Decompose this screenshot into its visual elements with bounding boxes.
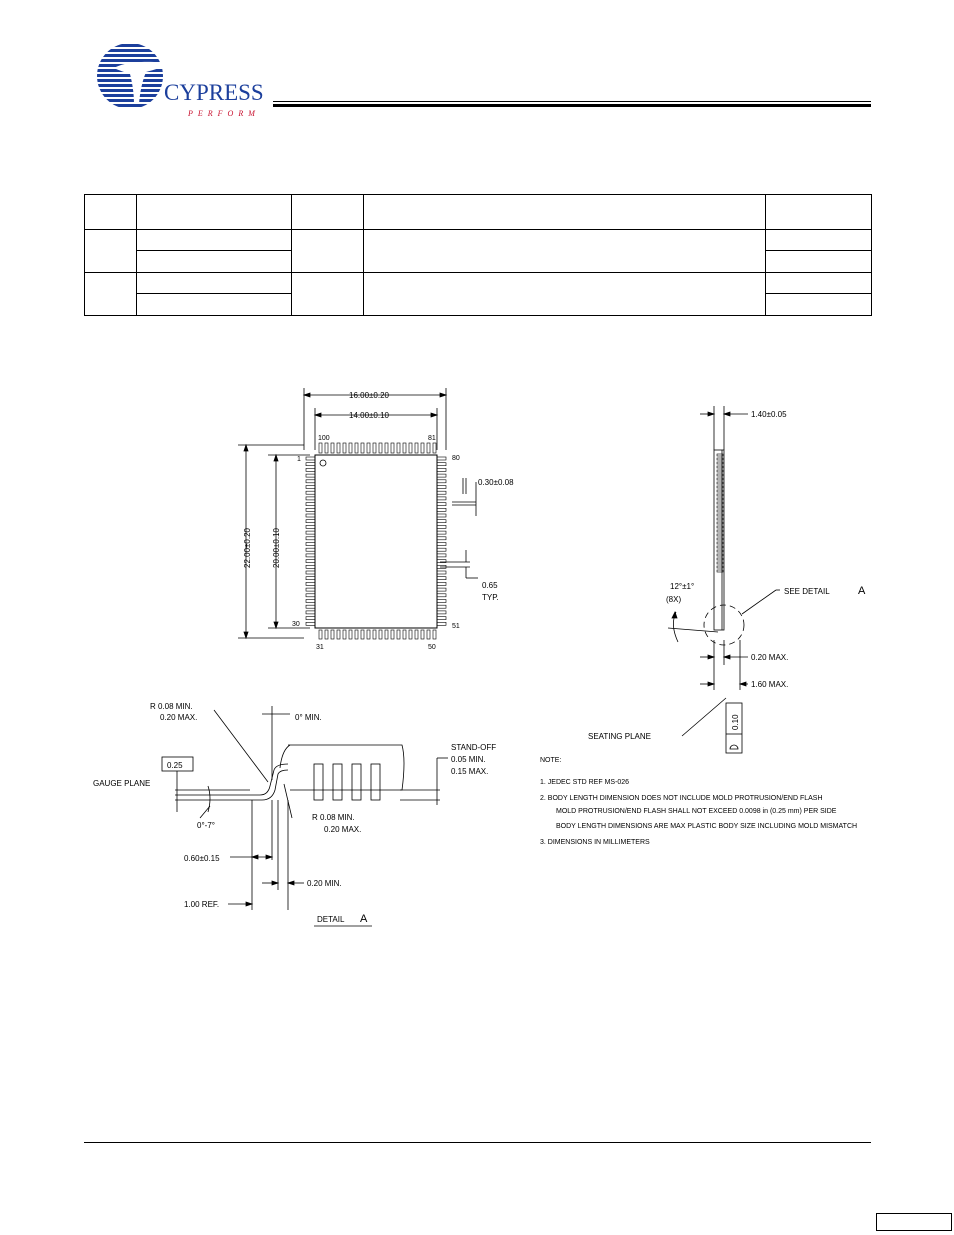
page-number-box bbox=[876, 1213, 952, 1231]
lead-mark bbox=[306, 571, 315, 574]
detail-foot-angle: 0°-7° bbox=[197, 821, 215, 830]
lead-mark bbox=[306, 463, 315, 466]
pin-label-30: 30 bbox=[292, 621, 300, 628]
lead-mark bbox=[337, 630, 340, 639]
detail-label: DETAIL bbox=[317, 915, 345, 924]
pins-bottom bbox=[319, 630, 436, 639]
lead-mark bbox=[306, 520, 315, 523]
detail-lead-thickness-min: 0.20 MIN. bbox=[307, 879, 342, 888]
detail-standoff-max: 0.15 MAX. bbox=[451, 767, 489, 776]
lead-mark bbox=[421, 630, 424, 639]
gauge-plane-label: GAUGE PLANE bbox=[93, 779, 151, 788]
note-1: 1. JEDEC STD REF MS-026 bbox=[540, 779, 630, 786]
lead-mark bbox=[391, 443, 394, 453]
lead-mark bbox=[437, 486, 446, 489]
lead-mark bbox=[437, 605, 446, 608]
dim-lead-width: 0.30±0.08 bbox=[478, 478, 514, 487]
detail-standoff-label: STAND-OFF bbox=[451, 743, 497, 752]
side-view bbox=[668, 406, 780, 753]
dim-angle-count: (8X) bbox=[666, 595, 682, 604]
lead-mark bbox=[306, 537, 315, 540]
lead-mark bbox=[306, 543, 315, 546]
lead-mark bbox=[437, 520, 446, 523]
lead-mark bbox=[349, 443, 352, 453]
dim-body-inner-height: 20.00±0.10 bbox=[272, 528, 281, 568]
lead-mark bbox=[427, 630, 430, 639]
lead-mark bbox=[437, 548, 446, 551]
lead-mark bbox=[325, 630, 328, 639]
dim-pitch-typ: TYP. bbox=[482, 593, 499, 602]
lead-mark bbox=[415, 630, 418, 639]
lead-mark bbox=[306, 588, 315, 591]
lead-mark bbox=[437, 577, 446, 580]
lead-mark bbox=[403, 443, 406, 453]
lead-mark bbox=[373, 443, 376, 453]
detail-angle-min: 0° MIN. bbox=[295, 713, 322, 722]
detail-standoff-min: 0.05 MIN. bbox=[451, 755, 486, 764]
detail-a-view bbox=[162, 706, 448, 926]
detail-radius-top-min: R 0.08 MIN. bbox=[150, 702, 193, 711]
note-2c: BODY LENGTH DIMENSIONS ARE MAX PLASTIC BODY SIZE INCLUDING MOLD MISMATCH bbox=[556, 823, 858, 830]
detail-footprint-ref: 1.00 REF. bbox=[184, 900, 220, 909]
pins-top bbox=[319, 443, 436, 453]
lead-mark bbox=[437, 554, 446, 557]
lead-mark bbox=[306, 491, 315, 494]
lead-mark bbox=[355, 443, 358, 453]
lead-mark bbox=[355, 630, 358, 639]
lead-mark bbox=[437, 600, 446, 603]
pin-label-80: 80 bbox=[452, 455, 460, 462]
logo-company: CYPRESS bbox=[164, 80, 264, 105]
pin-label-51: 51 bbox=[452, 623, 460, 630]
lead-mark bbox=[306, 594, 315, 597]
seating-plane-label: SEATING PLANE bbox=[588, 732, 651, 741]
lead-mark bbox=[306, 577, 315, 580]
dim-height-max: 1.60 MAX. bbox=[751, 680, 789, 689]
see-detail-label: SEE DETAIL bbox=[784, 587, 830, 596]
pin-label-1: 1 bbox=[297, 456, 301, 463]
lead-mark bbox=[349, 630, 352, 639]
lead-mark bbox=[437, 622, 446, 625]
lead-mark bbox=[385, 630, 388, 639]
lead-mark bbox=[379, 443, 382, 453]
dim-angle: 12°±1° bbox=[670, 582, 695, 591]
lead-mark bbox=[415, 443, 418, 453]
logo-tagline: PERFORM bbox=[188, 109, 260, 118]
detail-radius-bot-min: R 0.08 MIN. bbox=[312, 813, 355, 822]
lead-mark bbox=[437, 468, 446, 471]
lead-mark bbox=[427, 443, 430, 453]
lead-mark bbox=[343, 630, 346, 639]
dim-thickness: 1.40±0.05 bbox=[751, 410, 787, 419]
dim-pitch: 0.65 bbox=[482, 581, 498, 590]
lead-mark bbox=[437, 503, 446, 506]
top-view bbox=[238, 388, 478, 639]
note-3: 3. DIMENSIONS IN MILLIMETERS bbox=[540, 839, 650, 846]
lead-mark bbox=[331, 630, 334, 639]
lead-mark bbox=[437, 594, 446, 597]
note-2b: MOLD PROTRUSION/END FLASH SHALL NOT EXCEED 0.0098 in (0.25 mm) PER SIDE bbox=[556, 808, 837, 815]
notes-heading: NOTE: bbox=[540, 757, 562, 764]
lead-mark bbox=[319, 443, 322, 453]
lead-mark bbox=[437, 508, 446, 511]
lead-mark bbox=[437, 480, 446, 483]
lead-mark bbox=[437, 537, 446, 540]
lead-mark bbox=[437, 497, 446, 500]
pins-right bbox=[437, 457, 446, 625]
lead-mark bbox=[306, 457, 315, 460]
detail-foot-length: 0.60±0.15 bbox=[184, 854, 220, 863]
lead-mark bbox=[306, 468, 315, 471]
lead-mark bbox=[306, 514, 315, 517]
detail-radius-bot-max: 0.20 MAX. bbox=[324, 825, 362, 834]
lead-mark bbox=[306, 605, 315, 608]
detail-gauge: 0.25 bbox=[167, 761, 183, 770]
lead-mark bbox=[306, 560, 315, 563]
dim-body-outer-height: 22.00±0.20 bbox=[243, 528, 252, 568]
dim-coplanarity: 0.10 bbox=[731, 714, 740, 730]
pin-label-50: 50 bbox=[428, 644, 436, 651]
lead-mark bbox=[306, 503, 315, 506]
lead-mark bbox=[409, 630, 412, 639]
lead-mark bbox=[325, 443, 328, 453]
lead-mark bbox=[437, 611, 446, 614]
lead-mark bbox=[306, 622, 315, 625]
lead-mark bbox=[437, 582, 446, 585]
dim-body-outer-width: 16.00±0.20 bbox=[349, 391, 389, 400]
lead-mark bbox=[437, 543, 446, 546]
pin-label-81: 81 bbox=[428, 435, 436, 442]
lead-mark bbox=[361, 443, 364, 453]
lead-mark bbox=[306, 600, 315, 603]
lead-mark bbox=[409, 443, 412, 453]
pin-label-100: 100 bbox=[318, 435, 330, 442]
lead-mark bbox=[437, 525, 446, 528]
lead-mark bbox=[437, 457, 446, 460]
lead-mark bbox=[397, 630, 400, 639]
lead-mark bbox=[367, 630, 370, 639]
lead-mark bbox=[385, 443, 388, 453]
lead-mark bbox=[306, 486, 315, 489]
see-detail-letter: A bbox=[858, 585, 866, 597]
lead-mark bbox=[306, 617, 315, 620]
lead-mark bbox=[437, 531, 446, 534]
lead-mark bbox=[319, 630, 322, 639]
lead-mark bbox=[306, 611, 315, 614]
lead-mark bbox=[331, 443, 334, 453]
lead-mark bbox=[337, 443, 340, 453]
pins-left bbox=[306, 457, 315, 625]
footer-rule bbox=[84, 1142, 871, 1143]
lead-mark bbox=[433, 630, 436, 639]
lead-mark bbox=[306, 554, 315, 557]
dim-standoff-max: 0.20 MAX. bbox=[751, 653, 789, 662]
lead-mark bbox=[306, 531, 315, 534]
note-2a: 2. BODY LENGTH DIMENSION DOES NOT INCLUDE MOLD PROTRUSION/END FLASH bbox=[540, 795, 823, 802]
detail-letter: A bbox=[360, 913, 368, 925]
lead-mark bbox=[306, 480, 315, 483]
lead-mark bbox=[306, 582, 315, 585]
detail-radius-top-max: 0.20 MAX. bbox=[160, 713, 198, 722]
lead-mark bbox=[306, 525, 315, 528]
lead-mark bbox=[367, 443, 370, 453]
lead-mark bbox=[379, 630, 382, 639]
lead-mark bbox=[437, 588, 446, 591]
lead-mark bbox=[361, 630, 364, 639]
lead-mark bbox=[437, 571, 446, 574]
lead-mark bbox=[437, 617, 446, 620]
lead-mark bbox=[433, 443, 436, 453]
lead-mark bbox=[306, 497, 315, 500]
lead-mark bbox=[306, 548, 315, 551]
lead-mark bbox=[306, 508, 315, 511]
lead-mark bbox=[397, 443, 400, 453]
lead-mark bbox=[306, 474, 315, 477]
dim-body-inner-width: 14.00±0.10 bbox=[349, 411, 389, 420]
lead-mark bbox=[421, 443, 424, 453]
lead-mark bbox=[437, 474, 446, 477]
lead-mark bbox=[403, 630, 406, 639]
lead-mark bbox=[437, 491, 446, 494]
pin-label-31: 31 bbox=[316, 644, 324, 651]
lead-mark bbox=[343, 443, 346, 453]
lead-mark bbox=[437, 463, 446, 466]
lead-mark bbox=[437, 514, 446, 517]
lead-mark bbox=[391, 630, 394, 639]
lead-mark bbox=[373, 630, 376, 639]
lead-mark bbox=[306, 565, 315, 568]
